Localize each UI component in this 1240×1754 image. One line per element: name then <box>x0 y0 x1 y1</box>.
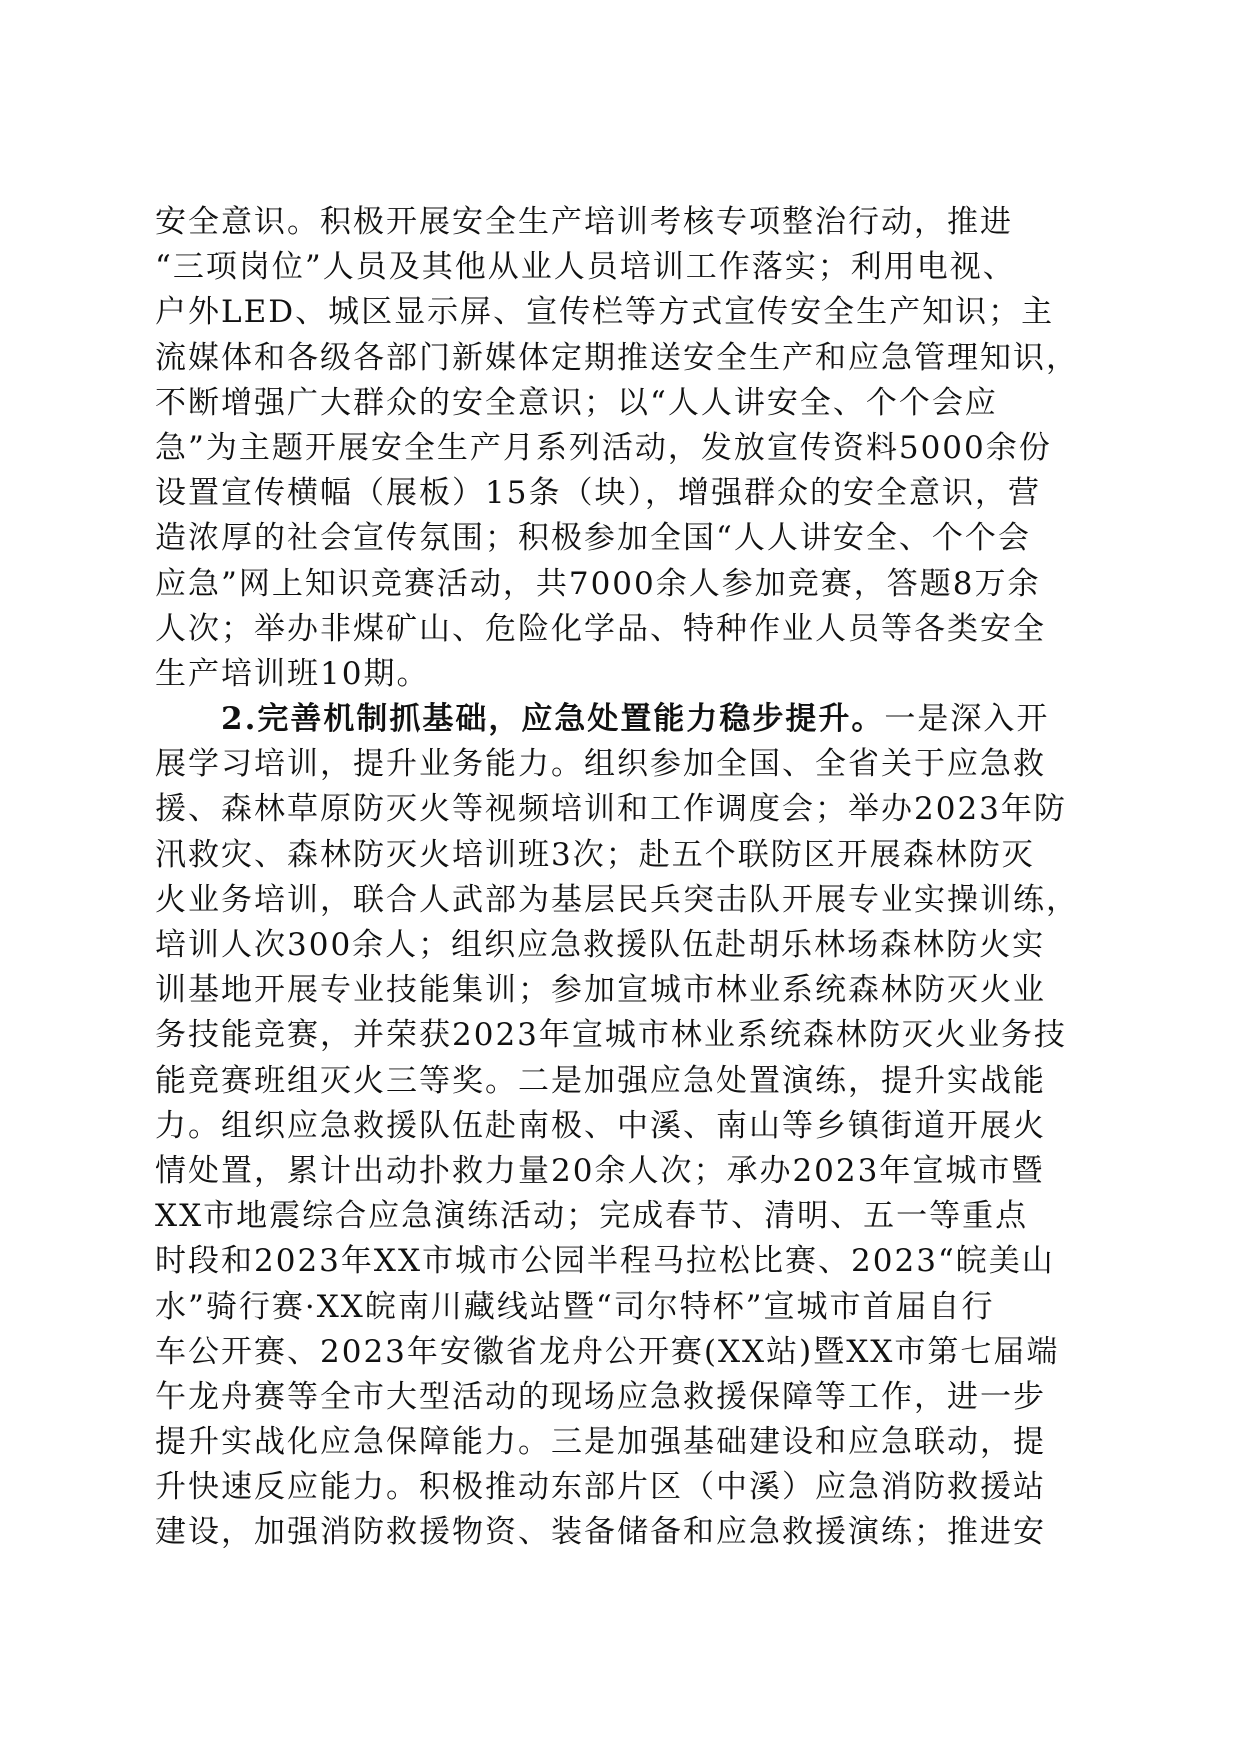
paragraph-2-line-9: 能竞赛班组灭火三等奖。二是加强应急处置演练，提升实战能 <box>155 1062 1046 1099</box>
paragraph-2-line-3: 援、森林草原防灭火等视频培训和工作调度会；举办2023年防 <box>155 791 1067 828</box>
paragraph-2-line-12: XX市地震综合应急演练活动；完成春节、清明、五一等重点 <box>155 1198 1029 1235</box>
paragraph-1-line-2: “三项岗位”人员及其他从业人员培训工作落实；利用电视、 <box>155 249 1016 286</box>
paragraph-1-line-8: 造浓厚的社会宣传氛围；积极参加全国“人人讲安全、个个会 <box>155 520 1031 557</box>
paragraph-2-line-15: 车公开赛、2023年安徽省龙舟公开赛(XX站)暨XX市第七届端 <box>155 1333 1060 1370</box>
paragraph-1-line-7: 设置宣传横幅（展板）15条（块），增强群众的安全意识，营 <box>155 475 1041 512</box>
paragraph-2-first-line-text: 一是深入开 <box>884 701 1050 738</box>
paragraph-2-line-5: 火业务培训，联合人武部为基层民兵突击队开展专业实操训练， <box>155 881 1079 918</box>
paragraph-1-line-10: 人次；举办非煤矿山、危险化学品、特种作业人员等各类安全 <box>155 610 1046 647</box>
paragraph-1-line-6: 急”为主题开展安全生产月系列活动，发放宣传资料5000余份 <box>155 429 1052 466</box>
paragraph-2-line-16: 午龙舟赛等全市大型活动的现场应急救援保障等工作，进一步 <box>155 1378 1046 1415</box>
paragraph-1-line-11: 生产培训班10期。 <box>155 655 430 692</box>
paragraph-1-line-4: 流媒体和各级各部门新媒体定期推送安全生产和应急管理知识， <box>155 339 1079 376</box>
paragraph-2-line-2: 展学习培训，提升业务能力。组织参加全国、全省关于应急救 <box>155 746 1046 783</box>
paragraph-2-line-17: 提升实战化应急保障能力。三是加强基础建设和应急联动，提 <box>155 1424 1046 1461</box>
paragraph-1-line-1: 安全意识。积极开展安全生产培训考核专项整治行动，推进 <box>155 204 1013 240</box>
paragraph-1-line-3: 户外LED、城区显示屏、宣传栏等方式宣传安全生产知识；主 <box>155 294 1055 331</box>
paragraph-2-line-18: 升快速反应能力。积极推动东部片区（中溪）应急消防救援站 <box>155 1469 1046 1506</box>
paragraph-2-line-10: 力。组织应急救援队伍赴南极、中溪、南山等乡镇街道开展火 <box>155 1107 1046 1144</box>
paragraph-2-line-11: 情处置，累计出动扑救力量20余人次；承办2023年宣城市暨 <box>155 1152 1045 1189</box>
paragraph-2-line-7: 训基地开展专业技能集训；参加宣城市林业系统森林防灭火业 <box>155 972 1046 1009</box>
paragraph-1-line-9: 应急”网上知识竞赛活动，共7000余人参加竞赛，答题8万余 <box>155 565 1041 602</box>
paragraph-2-line-13: 时段和2023年XX市城市公园半程马拉松比赛、2023“皖美山 <box>155 1243 1055 1280</box>
paragraph-1-line-5: 不断增强广大群众的安全意识；以“人人讲安全、个个会应 <box>155 384 998 421</box>
paragraph-2-line-8: 务技能竞赛，并荣获2023年宣城市林业系统森林防灭火业务技 <box>155 1017 1067 1054</box>
paragraph-2-line-14: 水”骑行赛·XX皖南川藏线站暨“司尔特杯”宣城市首届自行 <box>155 1288 995 1325</box>
paragraph-2-first-line <box>155 697 1085 742</box>
document-body <box>155 200 1085 1556</box>
section-heading: 2.完善机制抓基础，应急处置能力稳步提升。 <box>221 701 885 738</box>
paragraph-2-line-19: 建设，加强消防救援物资、装备储备和应急救援演练；推进安 <box>155 1514 1046 1551</box>
paragraph-2-line-4: 汛救灾、森林防灭火培训班3次；赴五个联防区开展森林防灭 <box>155 836 1035 873</box>
paragraph-2-line-6: 培训人次300余人；组织应急救援队伍赴胡乐林场森林防火实 <box>155 927 1046 963</box>
